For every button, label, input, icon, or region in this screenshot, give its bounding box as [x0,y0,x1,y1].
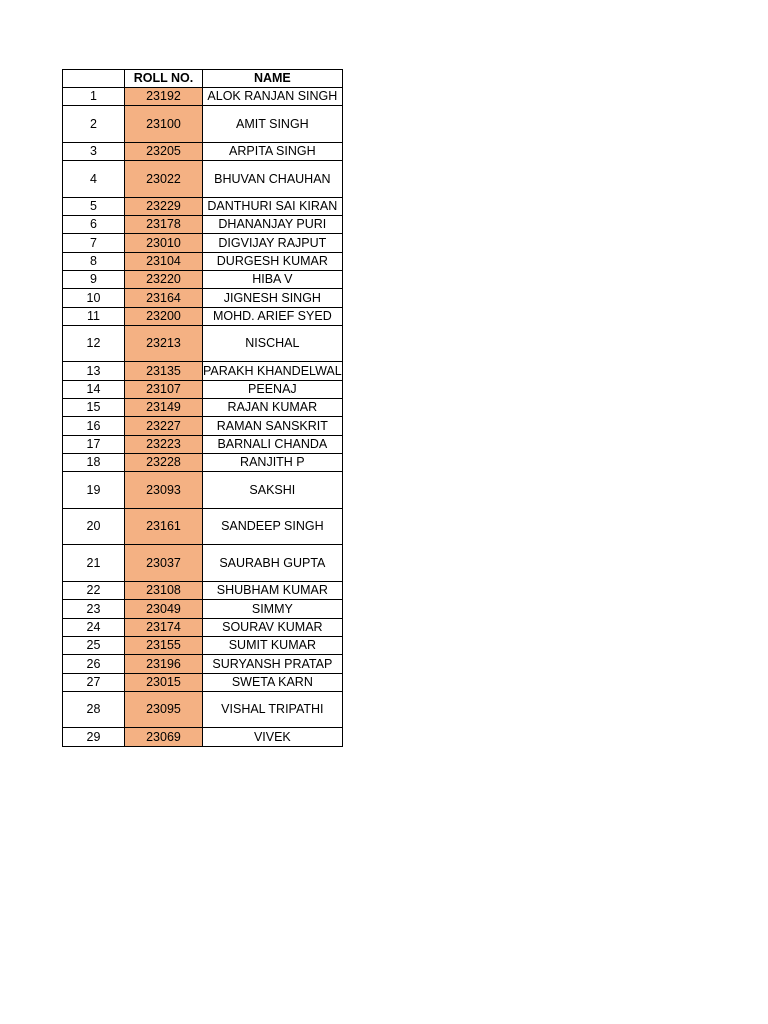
serial-number-cell: 9 [63,270,125,288]
student-name-cell: RANJITH P [203,453,343,471]
table-row [63,417,343,435]
table-row [63,728,343,746]
serial-number-cell: 13 [63,362,125,380]
roll-number-cell: 23174 [125,618,203,636]
table-row [63,600,343,618]
table-row [63,435,343,453]
serial-number-cell: 12 [63,325,125,362]
serial-number-cell: 3 [63,142,125,160]
student-name-cell: ARPITA SINGH [203,142,343,160]
student-name-cell: AMIT SINGH [203,106,343,143]
table-row [63,216,343,234]
table-row [63,453,343,471]
serial-number-cell: 10 [63,289,125,307]
student-name-cell: MOHD. ARIEF SYED [203,307,343,325]
table-row [63,545,343,582]
table-row [63,234,343,252]
roll-number-cell: 23010 [125,234,203,252]
student-name-cell: PARAKH KHANDELWAL [203,362,343,380]
student-name-cell: SWETA KARN [203,673,343,691]
table-row [63,636,343,654]
serial-number-cell: 28 [63,691,125,728]
serial-number-cell: 25 [63,636,125,654]
student-name-cell: BARNALI CHANDA [203,435,343,453]
header-row [63,70,343,88]
serial-number-cell: 5 [63,197,125,215]
roll-number-cell: 23049 [125,600,203,618]
student-name-cell: NISCHAL [203,325,343,362]
student-name-cell: SHUBHAM KUMAR [203,582,343,600]
roll-number-cell: 23104 [125,252,203,270]
table-row [63,472,343,509]
name-header: NAME [203,70,343,88]
student-name-cell: SANDEEP SINGH [203,508,343,545]
roll-list-table [62,69,343,747]
student-name-cell: SURYANSH PRATAP [203,655,343,673]
table-body [63,88,343,747]
serial-number-cell: 8 [63,252,125,270]
table-row [63,618,343,636]
roll-number-cell: 23223 [125,435,203,453]
serial-number-cell: 11 [63,307,125,325]
table-row [63,142,343,160]
table-row [63,161,343,198]
table-row [63,325,343,362]
table-row [63,106,343,143]
student-name-cell: BHUVAN CHAUHAN [203,161,343,198]
student-name-cell: DIGVIJAY RAJPUT [203,234,343,252]
serial-number-cell: 7 [63,234,125,252]
roll-number-cell: 23015 [125,673,203,691]
serial-number-cell: 14 [63,380,125,398]
serial-number-cell: 15 [63,399,125,417]
student-name-cell: DANTHURI SAI KIRAN [203,197,343,215]
roll-number-cell: 23228 [125,453,203,471]
student-name-cell: VIVEK [203,728,343,746]
roll-number-cell: 23200 [125,307,203,325]
student-name-cell: SUMIT KUMAR [203,636,343,654]
table-row [63,289,343,307]
table-row [63,362,343,380]
serial-header [63,70,125,88]
table-row [63,88,343,106]
roll-number-cell: 23161 [125,508,203,545]
serial-number-cell: 2 [63,106,125,143]
table-row [63,307,343,325]
table-row [63,691,343,728]
student-name-cell: JIGNESH SINGH [203,289,343,307]
student-name-cell: SAKSHI [203,472,343,509]
table-row [63,508,343,545]
student-name-cell: DURGESH KUMAR [203,252,343,270]
roll-number-cell: 23100 [125,106,203,143]
serial-number-cell: 19 [63,472,125,509]
student-name-cell: SAURABH GUPTA [203,545,343,582]
roll-number-cell: 23192 [125,88,203,106]
roll-number-cell: 23155 [125,636,203,654]
roll-number-cell: 23164 [125,289,203,307]
student-name-cell: SOURAV KUMAR [203,618,343,636]
serial-number-cell: 24 [63,618,125,636]
serial-number-cell: 22 [63,582,125,600]
roll-number-cell: 23149 [125,399,203,417]
roll-number-cell: 23220 [125,270,203,288]
roll-number-cell: 23213 [125,325,203,362]
serial-number-cell: 16 [63,417,125,435]
table-row [63,270,343,288]
student-name-cell: PEENAJ [203,380,343,398]
roll-number-cell: 23135 [125,362,203,380]
serial-number-cell: 4 [63,161,125,198]
roll-number-cell: 23178 [125,216,203,234]
roll-number-cell: 23093 [125,472,203,509]
table-row [63,655,343,673]
table-row [63,197,343,215]
student-name-cell: ALOK RANJAN SINGH [203,88,343,106]
roll-number-cell: 23069 [125,728,203,746]
serial-number-cell: 18 [63,453,125,471]
table-row [63,399,343,417]
roll-number-cell: 23205 [125,142,203,160]
roll-number-cell: 23107 [125,380,203,398]
serial-number-cell: 20 [63,508,125,545]
student-name-cell: HIBA V [203,270,343,288]
student-name-cell: DHANANJAY PURI [203,216,343,234]
serial-number-cell: 17 [63,435,125,453]
table-row [63,673,343,691]
roll-number-cell: 23196 [125,655,203,673]
serial-number-cell: 6 [63,216,125,234]
table-row [63,582,343,600]
student-name-cell: RAMAN SANSKRIT [203,417,343,435]
student-name-cell: VISHAL TRIPATHI [203,691,343,728]
roll-number-cell: 23108 [125,582,203,600]
serial-number-cell: 1 [63,88,125,106]
table-row [63,252,343,270]
roll-number-cell: 23229 [125,197,203,215]
roll-number-cell: 23037 [125,545,203,582]
serial-number-cell: 29 [63,728,125,746]
serial-number-cell: 21 [63,545,125,582]
serial-number-cell: 26 [63,655,125,673]
serial-number-cell: 27 [63,673,125,691]
serial-number-cell: 23 [63,600,125,618]
table-row [63,380,343,398]
roll-number-cell: 23022 [125,161,203,198]
student-name-cell: SIMMY [203,600,343,618]
student-name-cell: RAJAN KUMAR [203,399,343,417]
roll-number-cell: 23227 [125,417,203,435]
roll-no-header: ROLL NO. [125,70,203,88]
roll-number-cell: 23095 [125,691,203,728]
